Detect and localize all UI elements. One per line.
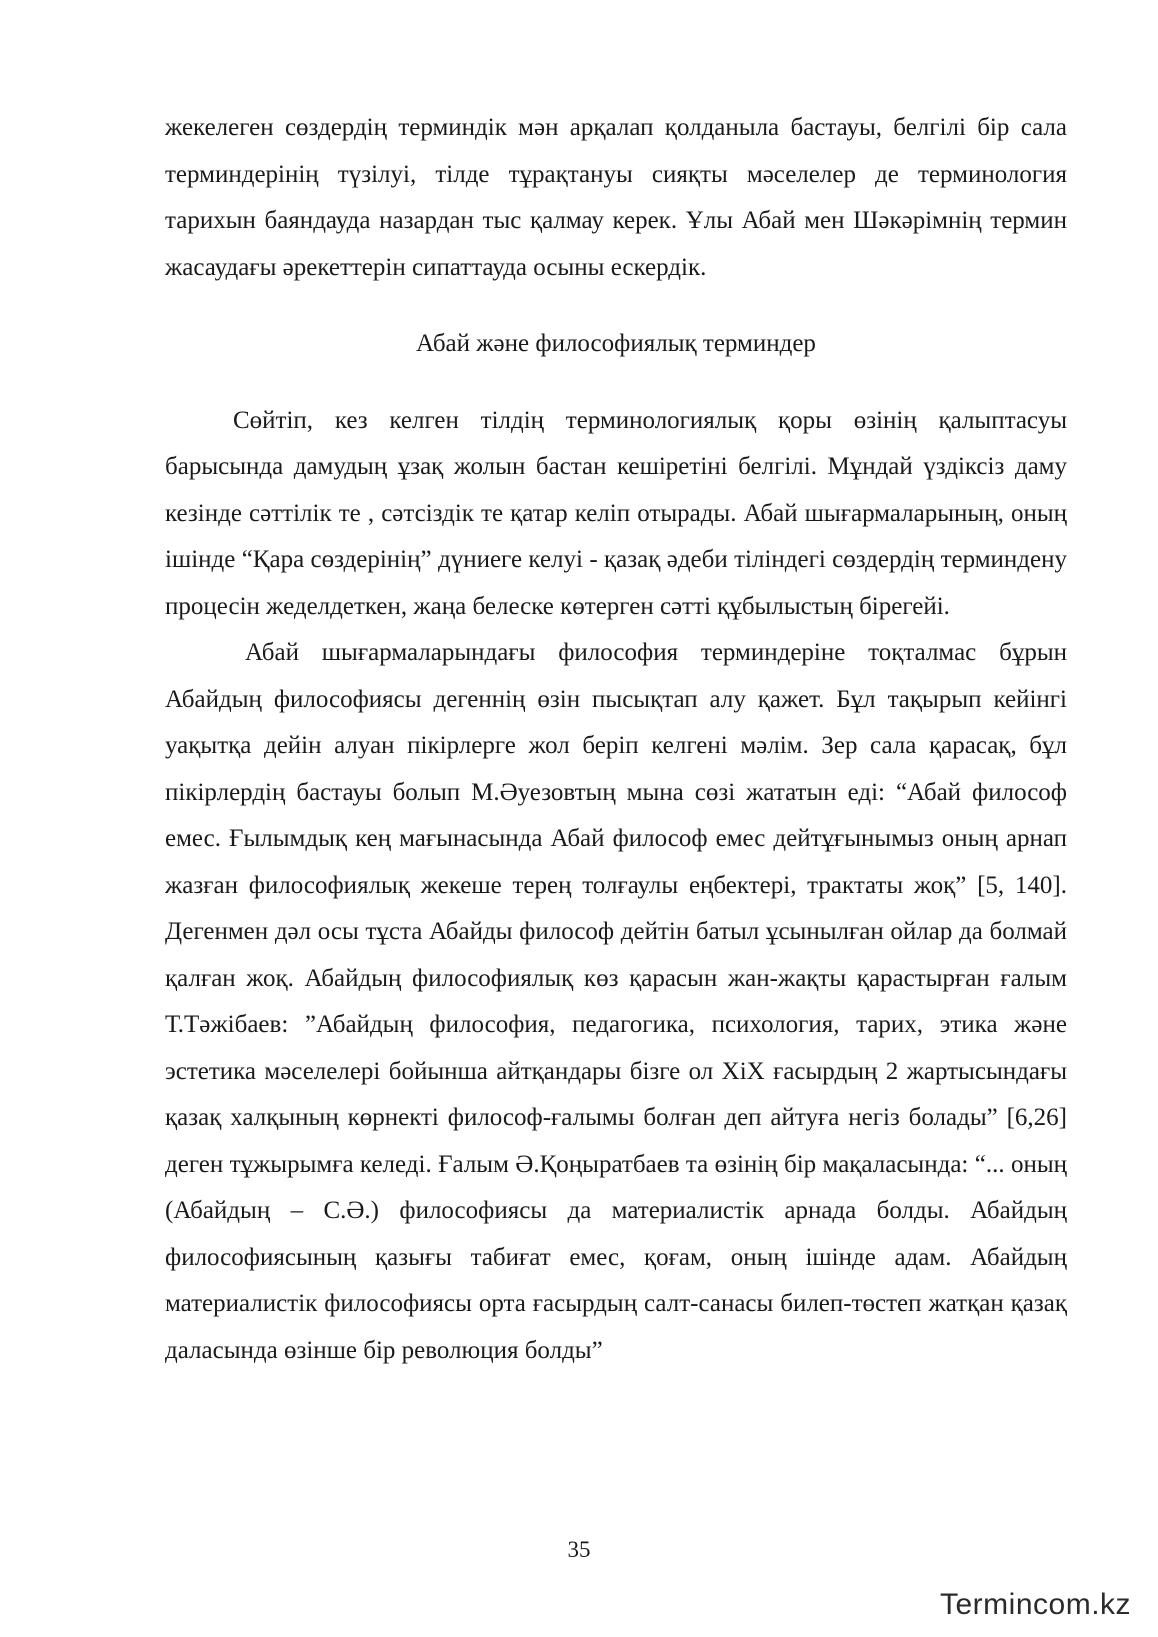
paragraph-2: Абай шығармаларындағы философия терминдеріне тоқталмас бұрын Абайдың философиясы дегеннің өзін пысықтап алу қажет. Бұл тақырып кейінгі уақытқа дейін алуан пікірлерге жол беріп келгені мәлім. Зер сала қарасақ, бұл пікірлердің бастауы болып М.Әуезовтың мына сөзі жататын еді: “Абай философ емес. Ғылымдық кең мағынасында Абай философ емес дейтұғынымыз оның арнап жазған философиялық жекеше терең толғаулы еңбектері, трактаты жоқ” [5, 140]. Дегенмен дәл осы тұста Абайды философ дейтін батыл ұсынылған ойлар да болмай қалған жоқ. Абайдың философиялық көз қарасын жан-жақты қарастырған ғалым Т.Тәжібаев: ”Абайдың философия, педагогика, психология, тарих, этика және эстетика мәселелері бойынша айтқандары бізге ол ХіХ ғасырдың 2 жартысындағы қазақ халқының көрнекті философ-ғалымы болған деп айтуға негіз болады” [6,26] деген тұжырымға келеді. Ғалым Ә.Қоңыратбаев та өзінің бір мақаласында: “... оның (Абайдың – С.Ә.) философиясы да материалистік арнада болды. Абайдың философиясының қазығы табиғат емес, қоғам, оның ішінде адам. Абайдың материалистік философиясы орта ғасырдың салт-санасы билеп-төстеп жатқан қазақ даласында өзінше бір революция болды”	[165, 639, 1067, 1364]
document-body	[165, 105, 1067, 1374]
section-heading: Абай және философиялық терминдер	[416, 330, 816, 357]
paragraph-1: Сөйтіп, кез келген тілдің терминологиялық қоры өзінің қалыптасуы барысында дамудың ұзақ жолын бастан кешіретіні белгілі. Мұндай үздіксіз даму кезінде сәттілік те , сәтсіздік те қатар келіп отырады. Абай шығармаларының, оның ішінде “Қара сөздерінің” дүниеге келуі - қазақ әдеби тіліндегі сөздердің терминдену процесін жеделдеткен, жаңа белеске көтерген сәтті құбылыстың бірегейі.	[165, 406, 1067, 620]
site-watermark-logo	[940, 1588, 1131, 1622]
paragraph-continued: жекелеген сөздердің терминдік мән арқалап қолданыла бастауы, белгілі бір сала терминдерінің түзілуі, тілде тұрақтануы сияқты мәселелер де терминология тарихын баяндауда назардан тыс қалмау керек. Ұлы Абай мен Шәкәрімнің термин жасаудағы әрекеттерін сипаттауда осыны ескердік.	[165, 114, 1067, 281]
watermark-text: Termincom.kz	[940, 1588, 1132, 1621]
page-number: 35	[567, 1537, 591, 1562]
